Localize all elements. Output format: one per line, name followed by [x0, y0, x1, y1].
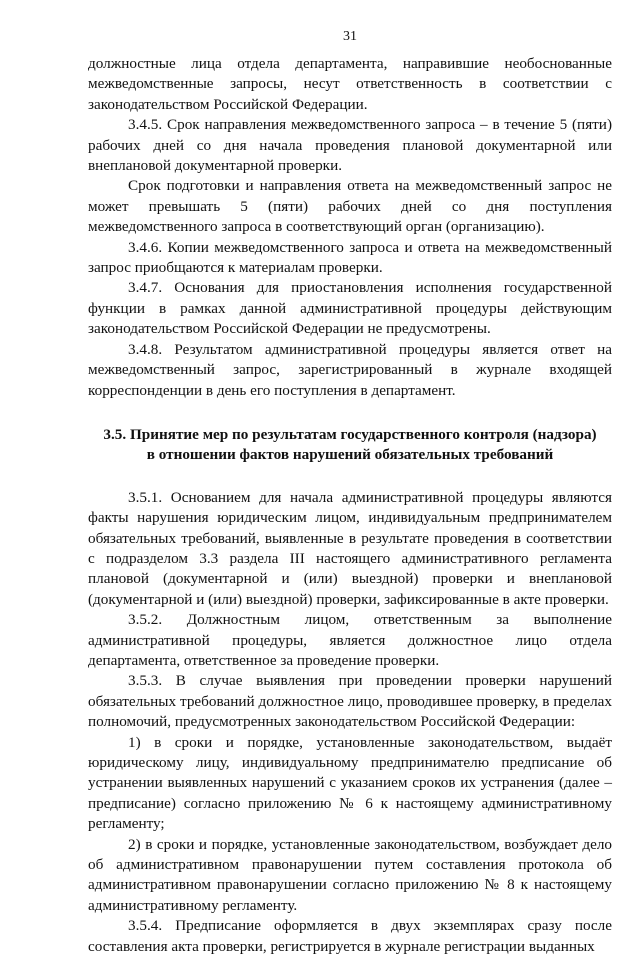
paragraph: 1) в сроки и порядке, установленные законодательством, выдаёт юридическому лицу, индивидуальному предпринимателю предписание об устранении выявленных нарушений с указанием сроков их устранения (далее – предписание) согласно приложению № 6 к настоящему административному регламенту;	[88, 733, 612, 833]
paragraph: Срок подготовки и направления ответа на межведомственный запрос не может превышать 5 (пяти) рабочих дней со дня поступления межведомственного запроса в соответствующий орган (организацию).	[88, 177, 612, 236]
section-heading-line: 3.5. Принятие мер по результатам государственного контроля (надзора)	[103, 425, 597, 443]
paragraph: 3.4.8. Результатом административной процедуры является ответ на межведомственный запрос, зарегистрированный в журнале входящей корреспонденции в день его поступления в департамент.	[88, 340, 612, 399]
paragraph: 3.5.2. Должностным лицом, ответственным за выполнение административной процедуры, является должностное лицо отдела департамента, ответственное за проведение проверки.	[88, 611, 612, 669]
paragraph: 3.5.1. Основанием для начала административной процедуры являются факты нарушения юридическим лицом, индивидуальным предпринимателем обязательных требований, выявленные в результате проведения в соответствии с подразделом 3.3 раздела III настоящего административного регламента плановой (документарной и (или) выездной) проверки и внеплановой (документарной и (или) выездной) проверки, зафиксированные в акте проверки.	[88, 488, 612, 608]
paragraph: 3.4.7. Основания для приостановления исполнения государственной функции в рамках данной административной процедуры действующим законодательством Российской Федерации не предусмотрены.	[88, 279, 612, 338]
paragraph: 3.5.3. В случае выявления при проведении проверки нарушений обязательных требований должностное лицо, проводившее проверку, в пределах полномочий, предусмотренных законодательством Российской Федерации:	[88, 672, 612, 731]
page-number: 31	[343, 29, 357, 44]
paragraph: 2) в сроки и порядке, установленные законодательством, возбуждает дело об административном правонарушении путем составления протокола об административном правонарушении согласно приложению № 8 к настоящему административному регламенту.	[88, 835, 612, 914]
paragraphs-after	[88, 488, 612, 957]
paragraph: должностные лица отдела департамента, направившие необоснованные межведомственные запросы, несут ответственность в соответствии с законодательством Российской Федерации.	[88, 55, 612, 113]
paragraph: 3.4.5. Срок направления межведомственного запроса – в течение 5 (пяти) рабочих дней со дня начала проведения плановой документарной или внеплановой документарной проверки.	[88, 116, 612, 175]
paragraph: 3.5.4. Предписание оформляется в двух экземплярах сразу после составления акта проверки, регистрируется в журнале регистрации выданных	[88, 917, 612, 955]
paragraph: 3.4.6. Копии межведомственного запроса и ответа на межведомственный запрос приобщаются к материалам проверки.	[88, 238, 612, 277]
section-heading	[88, 425, 612, 466]
paragraphs-before	[88, 54, 612, 401]
section-heading-line: в отношении фактов нарушений обязательных требований	[146, 446, 554, 464]
